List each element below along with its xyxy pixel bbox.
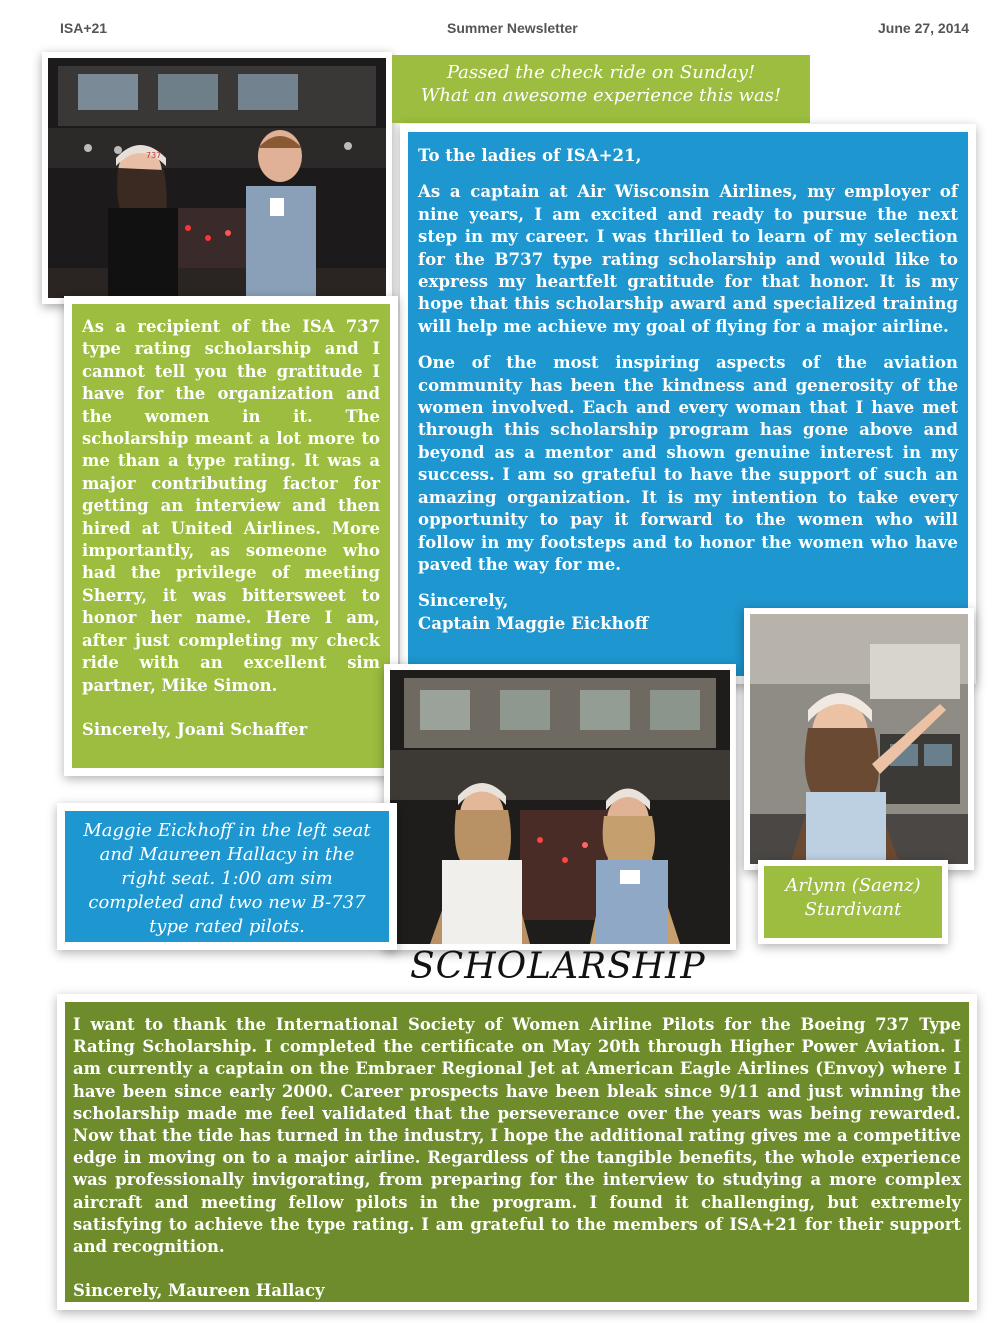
newsletter-title: Summer Newsletter	[447, 20, 578, 36]
caption-arlynn	[758, 860, 948, 944]
maureen-signature: Sincerely, Maureen Hallacy	[73, 1281, 325, 1301]
caption-check-ride	[392, 55, 810, 123]
cockpit-photo-two-pilots	[390, 670, 730, 944]
letter-paragraph-1: As a captain at Air Wisconsin Airlines, my employer of nine years, I am excited and ready to pursue the next step in my career. I was thrilled to learn of my selection for the B737 type rating scholarship and would like to express my heartfelt gratitude for that honor. It is my hope that this scholarship award and specialized training will help me achieve my goal of flying for a major airline.	[418, 181, 958, 336]
caption-check-ride-line2: What an awesome experience this was!	[420, 85, 782, 106]
caption-maggie-maureen	[57, 803, 397, 950]
cap-737-text: 737	[146, 151, 162, 160]
joani-text: As a recipient of the ISA 737 type rating scholarship and I cannot tell you the gratitude I have for the organization and the women in it. The scholarship meant a lot more to me than a type rating. It was a major contributing factor for getting an interview and then hired at United Airlines. More importantly, as someone who had the privilege of meeting Sherry, it was bittersweet to honor her name. Here I am, after just completing my check ride with an excellent sim partner, Mike Simon.	[82, 317, 380, 695]
caption-arlynn-line2: Sturdivant	[804, 899, 902, 920]
caption-check-ride-line1: Passed the check ride on Sunday!	[446, 62, 756, 83]
newsletter-date: June 27, 2014	[878, 20, 970, 36]
photo-cockpit-joani-mike	[42, 52, 392, 304]
letter-signature: Captain Maggie Eickhoff	[418, 612, 649, 633]
cockpit-photo-image	[48, 58, 386, 298]
maureen-text: I want to thank the International Society of Women Airline Pilots for the Boeing 737 Type Rating Scholarship. I completed the certificate on May 20th through Higher Power Aviation. I am currently a captain on the Embraer Regional Jet at American Eagle Airlines (Envoy) where I have been since early 2000. Career prospects have been bleak since 9/11 and just winning the scholarship made me feel validated that the perseverance over the years was being rewarded. Now that the tide has turned in the industry, I hope the additional rating gives me a competitive edge in moving on to a major airline. Regardless of the tangible benefits, the whole experience was professionally invigorating, from preparing for the interview to studying a more complex aircraft and meeting fellow pilots in the program. I found it challenging, but extremely satisfying to achieve the type rating. I am grateful to the members of ISA+21 for their support and recognition.	[73, 1015, 961, 1257]
letter-maureen	[57, 994, 977, 1310]
caption-maggie-maureen-text: Maggie Eickhoff in the left seat and Maureen Hallacy in the right seat. 1:00 am sim completed and two new B-737 type rated pilots.	[83, 820, 371, 937]
letter-maggie	[400, 124, 976, 684]
photo-cockpit-arlynn	[744, 608, 974, 870]
caption-arlynn-line1: Arlynn (Saenz)	[785, 875, 921, 896]
section-title-scholarship: SCHOLARSHIP	[410, 946, 706, 987]
joani-signature: Sincerely, Joani Schaffer	[82, 719, 308, 739]
cockpit-photo-arlynn	[750, 614, 968, 864]
letter-closing: Sincerely,	[418, 590, 509, 611]
newsletter-org: ISA+21	[60, 20, 108, 36]
letter-greeting: To the ladies of ISA+21,	[418, 145, 642, 165]
photo-cockpit-maggie-maureen	[384, 664, 736, 950]
letter-joani	[64, 296, 398, 776]
letter-paragraph-2: One of the most inspiring aspects of the aviation community has been the kindness and generosity of the women involved. Each and every woman that I have met through this scholarship program has gone above and beyond as a mentor and shown genuine interest in my success. I am so grateful to have the support of such an amazing organization. It is my intention to take every opportunity to pay it forward to the women who will follow in my footsteps and to honor the women who have paved the way for me.	[418, 352, 958, 574]
